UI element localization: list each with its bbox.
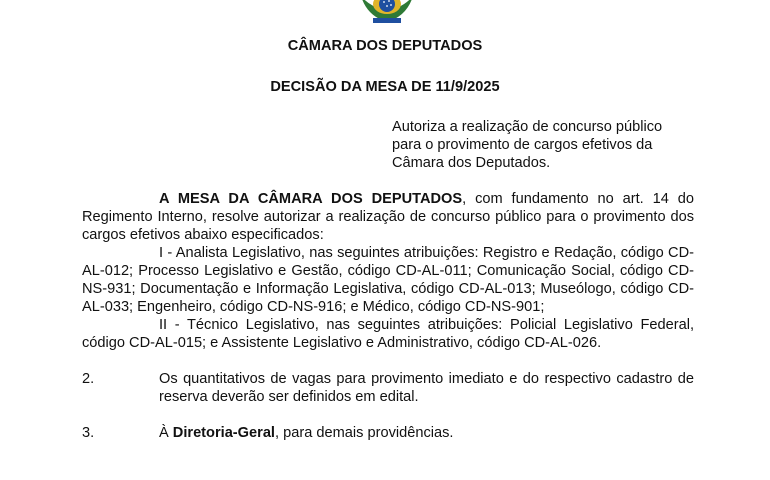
paragraph-2 [82,370,694,406]
decision-title: DECISÃO DA MESA DE 11/9/2025 [270,79,500,95]
item-tecnico: II - Técnico Legislativo, nas seguintes atribuições: Policial Legislativo Federal, código CD-AL-015; e Assistente Legislativo e Administrativo, código CD-AL-026. [82,317,694,351]
decision-summary [392,118,698,172]
coat-of-arms-icon [357,0,417,26]
item-analista: I - Analista Legislativo, nas seguintes atribuições: Registro e Redação, código CD-AL-012; Processo Legislativo e Gestão, código CD-AL-011; Comunicação Social, código CD-NS-931; Documentação e Informação Legislativa, código CD-AL-013; Museólogo, código CD-AL-033; Engenheiro, código CD-NS-916; e Médico, código CD-NS-901; [82,245,694,315]
paragraph-number: 2. [82,371,95,387]
paragraph-text: À Diretoria-Geral, para demais providências. [159,425,454,441]
intro-paragraph [82,190,694,244]
summary-line: Câmara dos Deputados. [392,155,551,171]
summary-line: Autoriza a realização de concurso público [392,119,663,135]
paragraph-text: Os quantitativos de vagas para provimento imediato e do respectivo cadastro de reserva deverão ser definidos em edital. [159,371,694,405]
paragraph-number: 3. [82,425,95,441]
summary-line: para o provimento de cargos efetivos da [392,137,653,153]
institution-title: CÂMARA DOS DEPUTADOS [287,38,483,54]
decision-body [82,190,694,442]
paragraph-3 [82,424,694,442]
diretoria-geral: Diretoria-Geral [172,425,275,441]
intro-text: , com fundamento no art. 14 do Regimento Interno, resolve autorizar a realização de concurso público para o provimento dos cargos efetivos abaixo especificados: [82,191,694,243]
mesa-name: A MESA DA CÂMARA DOS DEPUTADOS [159,191,463,207]
